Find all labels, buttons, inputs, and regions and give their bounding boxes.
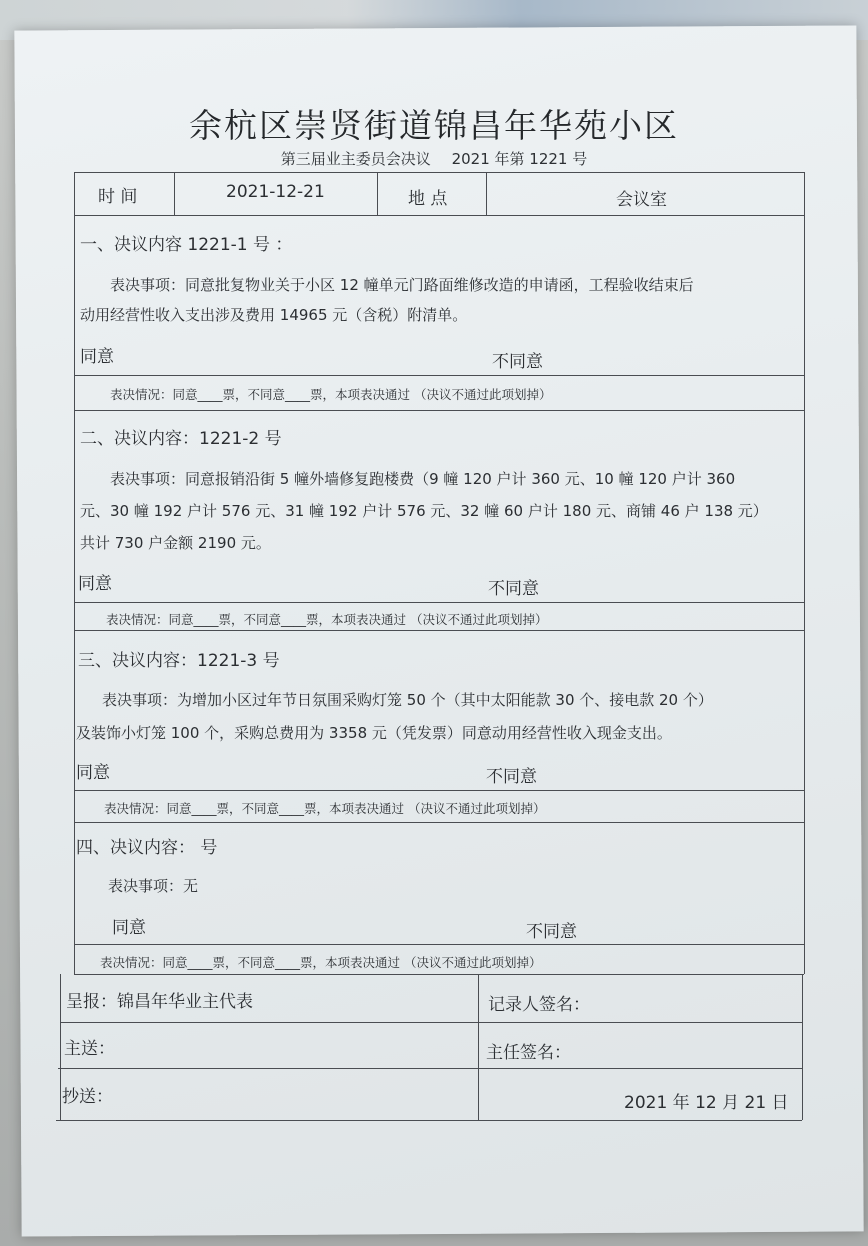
section-1-agree: 同意 — [80, 347, 114, 367]
section-2-agree: 同意 — [78, 574, 112, 594]
recorder-signature-label: 记录人签名： — [488, 995, 590, 1015]
table-border — [74, 410, 804, 411]
section-2-vote-line: 表决情况：同意____票，不同意____票，本项表决通过 （决议不通过此项划掉） — [106, 612, 548, 627]
table-border — [174, 172, 175, 215]
section-4-heading: 四、决议内容： 号 — [76, 838, 218, 858]
resolution-date: 2021 年 12 月 21 日 — [624, 1093, 789, 1113]
director-signature-label: 主任签名： — [486, 1043, 571, 1063]
place-value: 会议室 — [616, 190, 667, 210]
resolution-number: 2021 年第 1221 号 — [451, 150, 588, 168]
section-2-line-2: 元、30 幢 192 户计 576 元、31 幢 192 户计 576 元、32 幢 60 户计 180 元、商铺 46 户 138 元） — [80, 502, 768, 520]
table-border — [74, 215, 804, 216]
section-1-line-1: 表决事项：同意批复物业关于小区 12 幢单元门路面维修改造的申请函，工程验收结束后 — [110, 276, 694, 294]
section-2-disagree: 不同意 — [488, 579, 539, 599]
section-1-disagree: 不同意 — [492, 352, 543, 372]
section-3-line-1: 表决事项：为增加小区过年节日氛围采购灯笼 50 个（其中太阳能款 30 个、接电款 20 个） — [102, 691, 713, 709]
section-2-line-1: 表决事项：同意报销沿街 5 幢外墙修复跑楼费（9 幢 120 户计 360 元、10 幢 120 户计 360 — [110, 470, 736, 488]
section-3-vote-line: 表决情况：同意____票，不同意____票，本项表决通过 （决议不通过此项划掉） — [104, 801, 546, 816]
table-border — [60, 1022, 802, 1023]
section-1-vote-line: 表决情况：同意____票，不同意____票，本项表决通过 （决议不通过此项划掉） — [110, 387, 552, 402]
report-label: 呈报：锦昌年华业主代表 — [66, 992, 253, 1012]
table-border — [74, 630, 804, 631]
table-border — [486, 172, 487, 215]
section-2-heading: 二、决议内容：1221-2 号 — [80, 429, 282, 449]
table-border — [60, 974, 61, 1120]
section-4-line-1: 表决事项：无 — [108, 877, 199, 895]
table-border — [56, 1120, 802, 1121]
table-border — [74, 974, 804, 975]
table-border — [74, 790, 804, 791]
time-label: 时 间 — [98, 187, 138, 207]
section-4-agree: 同意 — [112, 918, 146, 938]
table-border — [58, 1068, 802, 1069]
table-border — [478, 974, 479, 1120]
section-4-vote-line: 表决情况：同意____票，不同意____票，本项表决通过 （决议不通过此项划掉） — [100, 955, 542, 970]
section-3-disagree: 不同意 — [486, 767, 537, 787]
section-2-line-3: 共计 730 户金额 2190 元。 — [80, 534, 271, 552]
copy-send-label: 抄送： — [62, 1087, 113, 1107]
table-border — [74, 172, 804, 173]
document-title: 余杭区崇贤街道锦昌年华苑小区 — [189, 106, 679, 145]
main-send-label: 主送： — [64, 1039, 115, 1059]
table-border — [802, 974, 803, 1120]
table-border — [74, 822, 804, 823]
table-border — [74, 375, 804, 376]
section-3-line-2: 及装饰小灯笼 100 个，采购总费用为 3358 元（凭发票）同意动用经营性收入现金支出。 — [76, 724, 672, 742]
section-3-agree: 同意 — [76, 763, 110, 783]
table-border — [377, 172, 378, 215]
table-border — [74, 602, 804, 603]
section-1-heading: 一、决议内容 1221-1 号 ： — [80, 235, 293, 255]
document-subtitle — [0, 148, 868, 169]
table-border — [74, 944, 804, 945]
place-label: 地 点 — [408, 189, 448, 209]
session-label: 第三届业主委员会决议 — [280, 150, 431, 168]
table-border — [74, 172, 75, 974]
section-1-line-2: 动用经营性收入支出涉及费用 14965 元（含税）附清单。 — [80, 306, 468, 324]
table-border — [804, 172, 805, 974]
section-3-heading: 三、决议内容：1221-3 号 — [78, 651, 280, 671]
time-value: 2021-12-21 — [226, 182, 325, 202]
section-4-disagree: 不同意 — [526, 922, 577, 942]
